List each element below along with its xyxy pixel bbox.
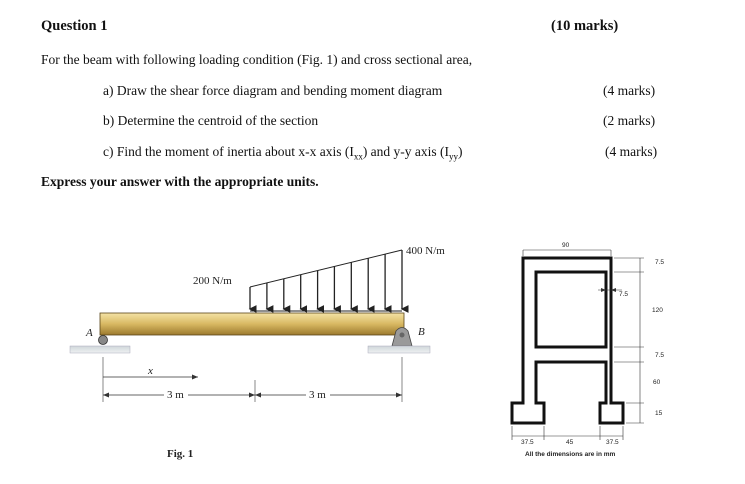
question-title: Question 1 — [41, 18, 108, 34]
part-c-sub-xx: xx — [353, 151, 363, 162]
dim-side-wall: 7.5 — [619, 291, 629, 298]
part-a-text: a) Draw the shear force diagram and bending moment diagram — [103, 83, 443, 98]
part-b-marks: (2 marks) — [603, 113, 656, 128]
load-start-label: 200 N/m — [193, 275, 232, 287]
support-a-label: A — [86, 327, 93, 339]
instruction-text: Express your answer with the appropriate units. — [41, 174, 319, 189]
dim-middle-flange: 7.5 — [655, 352, 665, 359]
dim-upper-height: 120 — [652, 307, 663, 314]
part-c-sub-yy: yy — [449, 151, 459, 162]
beam-diagram — [70, 245, 445, 402]
dim-top-flange: 7.5 — [655, 259, 665, 266]
dim-bottom-left: 37.5 — [521, 439, 534, 446]
dim-bottom-flange: 15 — [655, 410, 663, 417]
dim-lower-height: 60 — [653, 379, 661, 386]
part-c-suffix: ) — [458, 144, 463, 159]
x-label: x — [148, 365, 153, 377]
dim-bottom-right: 37.5 — [606, 439, 619, 446]
part-c-marks: (4 marks) — [605, 144, 658, 159]
load-end-label: 400 N/m — [406, 245, 445, 257]
dim-top-width: 90 — [562, 242, 570, 249]
part-b-text: b) Determine the centroid of the section — [103, 113, 319, 128]
cross-section — [512, 250, 644, 440]
span-dimension — [103, 357, 402, 402]
part-c-mid: ) and y-y axis (I — [362, 144, 450, 159]
figure-caption: Fig. 1 — [167, 448, 194, 460]
support-a — [70, 336, 130, 354]
support-b-label: B — [418, 326, 425, 338]
question-marks: (10 marks) — [551, 18, 619, 34]
dimension-note: All the dimensions are in mm — [525, 451, 616, 458]
span2-label: 3 m — [309, 389, 326, 401]
question-intro: For the beam with following loading condition (Fig. 1) and cross sectional area, — [41, 52, 473, 67]
part-c-prefix: c) Find the moment of inertia about x-x axis (I — [103, 144, 354, 159]
distributed-load — [250, 250, 402, 311]
span1-label: 3 m — [167, 389, 184, 401]
beam — [100, 313, 404, 335]
dim-bottom-gap: 45 — [566, 439, 574, 446]
part-a-marks: (4 marks) — [603, 83, 656, 98]
